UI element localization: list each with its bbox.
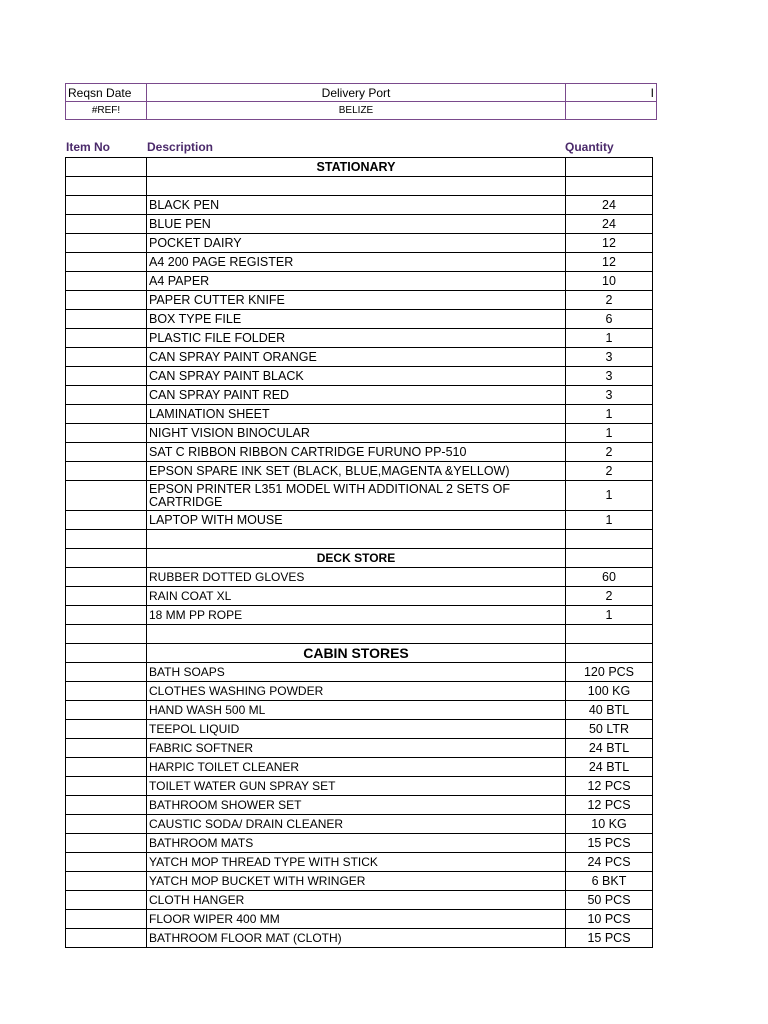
description-cell: FLOOR WIPER 400 MM [147, 910, 566, 929]
table-row [66, 853, 653, 872]
quantity-cell: 1 [566, 424, 653, 443]
item-no-cell [66, 462, 147, 481]
truncated-column-label: I [566, 84, 657, 102]
table-row [66, 777, 653, 796]
item-no-cell [66, 720, 147, 739]
table-row [66, 272, 653, 291]
description-cell: PLASTIC FILE FOLDER [147, 329, 566, 348]
table-row [66, 310, 653, 329]
description-cell [147, 530, 566, 549]
description-cell: FABRIC SOFTNER [147, 739, 566, 758]
table-row [66, 291, 653, 310]
table-row [66, 682, 653, 701]
delivery-port-value: BELIZE [147, 102, 566, 120]
quantity-cell: 60 [566, 568, 653, 587]
section-title-deck-store: DECK STORE [147, 549, 566, 568]
description-cell: NIGHT VISION BINOCULAR [147, 424, 566, 443]
quantity-cell: 1 [566, 606, 653, 625]
quantity-cell: 24 BTL [566, 739, 653, 758]
table-row [66, 443, 653, 462]
description-cell: EPSON PRINTER L351 MODEL WITH ADDITIONAL 2 SETS OF CARTRIDGE [147, 481, 566, 511]
requisition-items-table [65, 157, 653, 948]
quantity-cell: 2 [566, 462, 653, 481]
quantity-cell: 10 KG [566, 815, 653, 834]
table-row [66, 815, 653, 834]
item-no-cell [66, 549, 147, 568]
table-row [66, 796, 653, 815]
table-row [66, 424, 653, 443]
table-row [66, 215, 653, 234]
item-no-cell [66, 530, 147, 549]
description-cell: CLOTHES WASHING POWDER [147, 682, 566, 701]
table-row [66, 511, 653, 530]
item-no-cell [66, 682, 147, 701]
quantity-cell: 2 [566, 291, 653, 310]
quantity-cell: 1 [566, 481, 653, 511]
description-cell: CAN SPRAY PAINT RED [147, 386, 566, 405]
requisition-header-table [65, 83, 657, 120]
table-row [66, 196, 653, 215]
quantity-cell: 3 [566, 367, 653, 386]
item-no-cell [66, 329, 147, 348]
table-row [66, 758, 653, 777]
item-no-cell [66, 424, 147, 443]
quantity-cell: 12 [566, 234, 653, 253]
item-no-cell [66, 310, 147, 329]
description-cell: A4 PAPER [147, 272, 566, 291]
description-cell: LAMINATION SHEET [147, 405, 566, 424]
description-cell: HARPIC TOILET CLEANER [147, 758, 566, 777]
item-no-cell [66, 177, 147, 196]
quantity-cell: 6 BKT [566, 872, 653, 891]
section-header-row [66, 644, 653, 663]
table-row [66, 834, 653, 853]
table-row [66, 348, 653, 367]
quantity-cell: 10 [566, 272, 653, 291]
quantity-cell: 1 [566, 511, 653, 530]
item-no-heading: Item No [66, 140, 111, 154]
item-no-cell [66, 606, 147, 625]
item-no-cell [66, 386, 147, 405]
item-no-cell [66, 777, 147, 796]
description-cell: BATHROOM SHOWER SET [147, 796, 566, 815]
quantity-cell [566, 530, 653, 549]
quantity-cell: 24 PCS [566, 853, 653, 872]
item-no-cell [66, 158, 147, 177]
delivery-port-label: Delivery Port [147, 84, 566, 102]
item-no-cell [66, 443, 147, 462]
quantity-cell: 15 PCS [566, 929, 653, 948]
item-no-cell [66, 910, 147, 929]
table-row [66, 720, 653, 739]
table-row [66, 253, 653, 272]
quantity-cell [566, 158, 653, 177]
table-row [66, 587, 653, 606]
table-row [66, 701, 653, 720]
item-no-cell [66, 568, 147, 587]
description-cell: TEEPOL LIQUID [147, 720, 566, 739]
section-title-cabin-stores: CABIN STORES [147, 644, 566, 663]
description-cell: BLACK PEN [147, 196, 566, 215]
item-no-cell [66, 929, 147, 948]
quantity-cell [566, 549, 653, 568]
quantity-cell: 1 [566, 405, 653, 424]
table-row [66, 568, 653, 587]
description-cell: BATHROOM MATS [147, 834, 566, 853]
quantity-cell [566, 644, 653, 663]
item-no-cell [66, 891, 147, 910]
quantity-cell: 2 [566, 443, 653, 462]
description-cell: 18 MM PP ROPE [147, 606, 566, 625]
description-heading: Description [147, 140, 214, 154]
header-empty-cell [566, 102, 657, 120]
description-cell: RAIN COAT XL [147, 587, 566, 606]
quantity-cell: 12 PCS [566, 796, 653, 815]
quantity-cell: 12 PCS [566, 777, 653, 796]
item-no-cell [66, 348, 147, 367]
table-row [66, 386, 653, 405]
item-no-cell [66, 405, 147, 424]
description-cell: BATHROOM FLOOR MAT (CLOTH) [147, 929, 566, 948]
table-row [66, 739, 653, 758]
quantity-cell: 6 [566, 310, 653, 329]
description-cell [147, 177, 566, 196]
item-no-cell [66, 234, 147, 253]
description-cell: YATCH MOP THREAD TYPE WITH STICK [147, 853, 566, 872]
section-header-row [66, 549, 653, 568]
description-cell: BOX TYPE FILE [147, 310, 566, 329]
description-cell: POCKET DAIRY [147, 234, 566, 253]
item-no-cell [66, 625, 147, 644]
quantity-cell: 3 [566, 348, 653, 367]
quantity-cell: 50 PCS [566, 891, 653, 910]
description-cell: CLOTH HANGER [147, 891, 566, 910]
header-label-row [66, 84, 657, 102]
quantity-cell: 12 [566, 253, 653, 272]
empty-row [66, 625, 653, 644]
section-title-stationary: STATIONARY [147, 158, 566, 177]
section-header-row [66, 158, 653, 177]
quantity-cell: 3 [566, 386, 653, 405]
table-row [66, 872, 653, 891]
table-row [66, 329, 653, 348]
item-no-cell [66, 272, 147, 291]
quantity-cell [566, 177, 653, 196]
table-row [66, 405, 653, 424]
item-no-cell [66, 834, 147, 853]
table-row [66, 891, 653, 910]
empty-row [66, 177, 653, 196]
table-row [66, 234, 653, 253]
item-no-cell [66, 481, 147, 511]
quantity-cell: 40 BTL [566, 701, 653, 720]
description-cell: HAND WASH 500 ML [147, 701, 566, 720]
table-row [66, 910, 653, 929]
item-no-cell [66, 511, 147, 530]
item-no-cell [66, 663, 147, 682]
item-no-cell [66, 872, 147, 891]
quantity-cell: 100 KG [566, 682, 653, 701]
item-no-cell [66, 587, 147, 606]
quantity-cell: 24 BTL [566, 758, 653, 777]
item-no-cell [66, 796, 147, 815]
quantity-cell: 15 PCS [566, 834, 653, 853]
item-no-cell [66, 758, 147, 777]
item-no-cell [66, 253, 147, 272]
reqsn-date-value: #REF! [66, 102, 147, 120]
item-no-cell [66, 739, 147, 758]
item-no-cell [66, 853, 147, 872]
table-row [66, 462, 653, 481]
description-cell: CAUSTIC SODA/ DRAIN CLEANER [147, 815, 566, 834]
description-cell: A4 200 PAGE REGISTER [147, 253, 566, 272]
quantity-cell: 1 [566, 329, 653, 348]
description-cell: PAPER CUTTER KNIFE [147, 291, 566, 310]
description-cell: YATCH MOP BUCKET WITH WRINGER [147, 872, 566, 891]
item-no-cell [66, 701, 147, 720]
header-value-row [66, 102, 657, 120]
item-no-cell [66, 367, 147, 386]
item-no-cell [66, 815, 147, 834]
item-no-cell [66, 196, 147, 215]
reqsn-date-label: Reqsn Date [66, 84, 147, 102]
description-cell: TOILET WATER GUN SPRAY SET [147, 777, 566, 796]
description-cell: BATH SOAPS [147, 663, 566, 682]
table-row [66, 606, 653, 625]
description-cell: LAPTOP WITH MOUSE [147, 511, 566, 530]
description-cell: CAN SPRAY PAINT BLACK [147, 367, 566, 386]
quantity-cell: 2 [566, 587, 653, 606]
description-cell: CAN SPRAY PAINT ORANGE [147, 348, 566, 367]
quantity-cell: 24 [566, 215, 653, 234]
table-row [66, 481, 653, 511]
quantity-cell [566, 625, 653, 644]
empty-row [66, 530, 653, 549]
table-row [66, 367, 653, 386]
description-cell: EPSON SPARE INK SET (BLACK, BLUE,MAGENTA &YELLOW) [147, 462, 566, 481]
description-cell [147, 625, 566, 644]
quantity-heading: Quantity [565, 140, 614, 154]
item-no-cell [66, 644, 147, 663]
table-row [66, 663, 653, 682]
description-cell: RUBBER DOTTED GLOVES [147, 568, 566, 587]
item-no-cell [66, 291, 147, 310]
table-row [66, 929, 653, 948]
description-cell: BLUE PEN [147, 215, 566, 234]
quantity-cell: 24 [566, 196, 653, 215]
quantity-cell: 50 LTR [566, 720, 653, 739]
quantity-cell: 10 PCS [566, 910, 653, 929]
description-cell: SAT C RIBBON RIBBON CARTRIDGE FURUNO PP-510 [147, 443, 566, 462]
quantity-cell: 120 PCS [566, 663, 653, 682]
item-no-cell [66, 215, 147, 234]
